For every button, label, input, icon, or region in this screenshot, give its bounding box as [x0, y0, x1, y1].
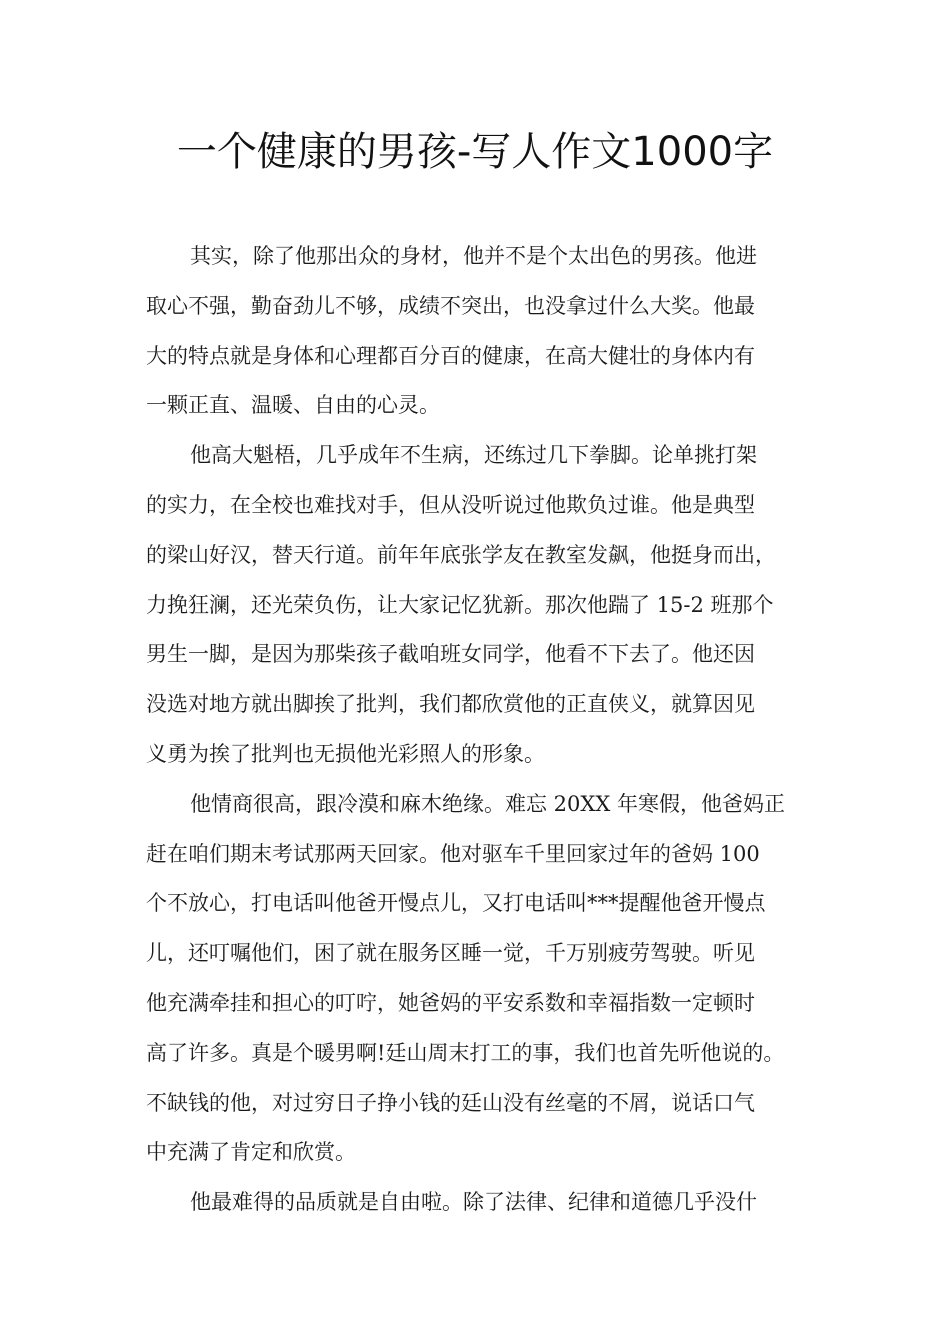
text-line: 他最难得的品质就是自由啦。除了法律、纪律和道德几乎没什 [190, 1190, 757, 1215]
text-line: 的梁山好汉，替天行道。前年年底张学友在教室发飙，他挺身而出， [146, 542, 776, 567]
paragraph-4 [146, 1178, 826, 1228]
text-line: 取心不强，勤奋劲儿不够，成绩不突出，也没拿过什么大奖。他最 [146, 293, 755, 318]
text-line: 义勇为挨了批判也无损他光彩照人的形象。 [146, 741, 545, 766]
text-line: 他情商很高，跟冷漠和麻木绝缘。难忘 20XX 年寒假，他爸妈正 [190, 791, 785, 816]
text-line: 个不放心，打电话叫他爸开慢点儿，又打电话叫***提醒他爸开慢点 [146, 891, 766, 916]
paragraph-3 [146, 780, 826, 1178]
text-line: 没选对地方就出脚挨了批判，我们都欣赏他的正直侠义，就算因见 [146, 692, 755, 717]
paragraph-2 [146, 431, 826, 780]
text-line: 一颗正直、温暖、自由的心灵。 [146, 393, 440, 418]
text-line: 他充满牵挂和担心的叮咛，她爸妈的平安系数和幸福指数一定顿时 [146, 990, 755, 1015]
document-body [146, 232, 826, 1228]
text-line: 的实力，在全校也难找对手，但从没听说过他欺负过谁。他是典型 [146, 492, 755, 517]
text-line: 不缺钱的他，对过穷日子挣小钱的廷山没有丝毫的不屑，说话口气 [146, 1090, 755, 1115]
text-line: 大的特点就是身体和心理都百分百的健康，在高大健壮的身体内有 [146, 343, 755, 368]
text-line: 赶在咱们期末考试那两天回家。他对驱车千里回家过年的爸妈 100 [146, 841, 760, 866]
text-line: 力挽狂澜，还光荣负伤，让大家记忆犹新。那次他踹了 15-2 班那个 [146, 592, 774, 617]
text-line: 中充满了肯定和欣赏。 [146, 1140, 356, 1165]
paragraph-1 [146, 232, 826, 431]
text-line: 高了许多。真是个暖男啊!廷山周末打工的事，我们也首先听他说的。 [146, 1040, 785, 1065]
text-line: 儿，还叮嘱他们，困了就在服务区睡一觉，千万别疲劳驾驶。听见 [146, 941, 755, 966]
text-line: 其实，除了他那出众的身材，他并不是个太出色的男孩。他进 [190, 244, 757, 268]
text-line: 他高大魁梧，几乎成年不生病，还练过几下拳脚。论单挑打架 [190, 443, 757, 468]
document-title: 一个健康的男孩-写人作文1000字 [176, 129, 774, 175]
text-line: 男生一脚，是因为那柴孩子截咱班女同学，他看不下去了。他还因 [146, 642, 755, 667]
